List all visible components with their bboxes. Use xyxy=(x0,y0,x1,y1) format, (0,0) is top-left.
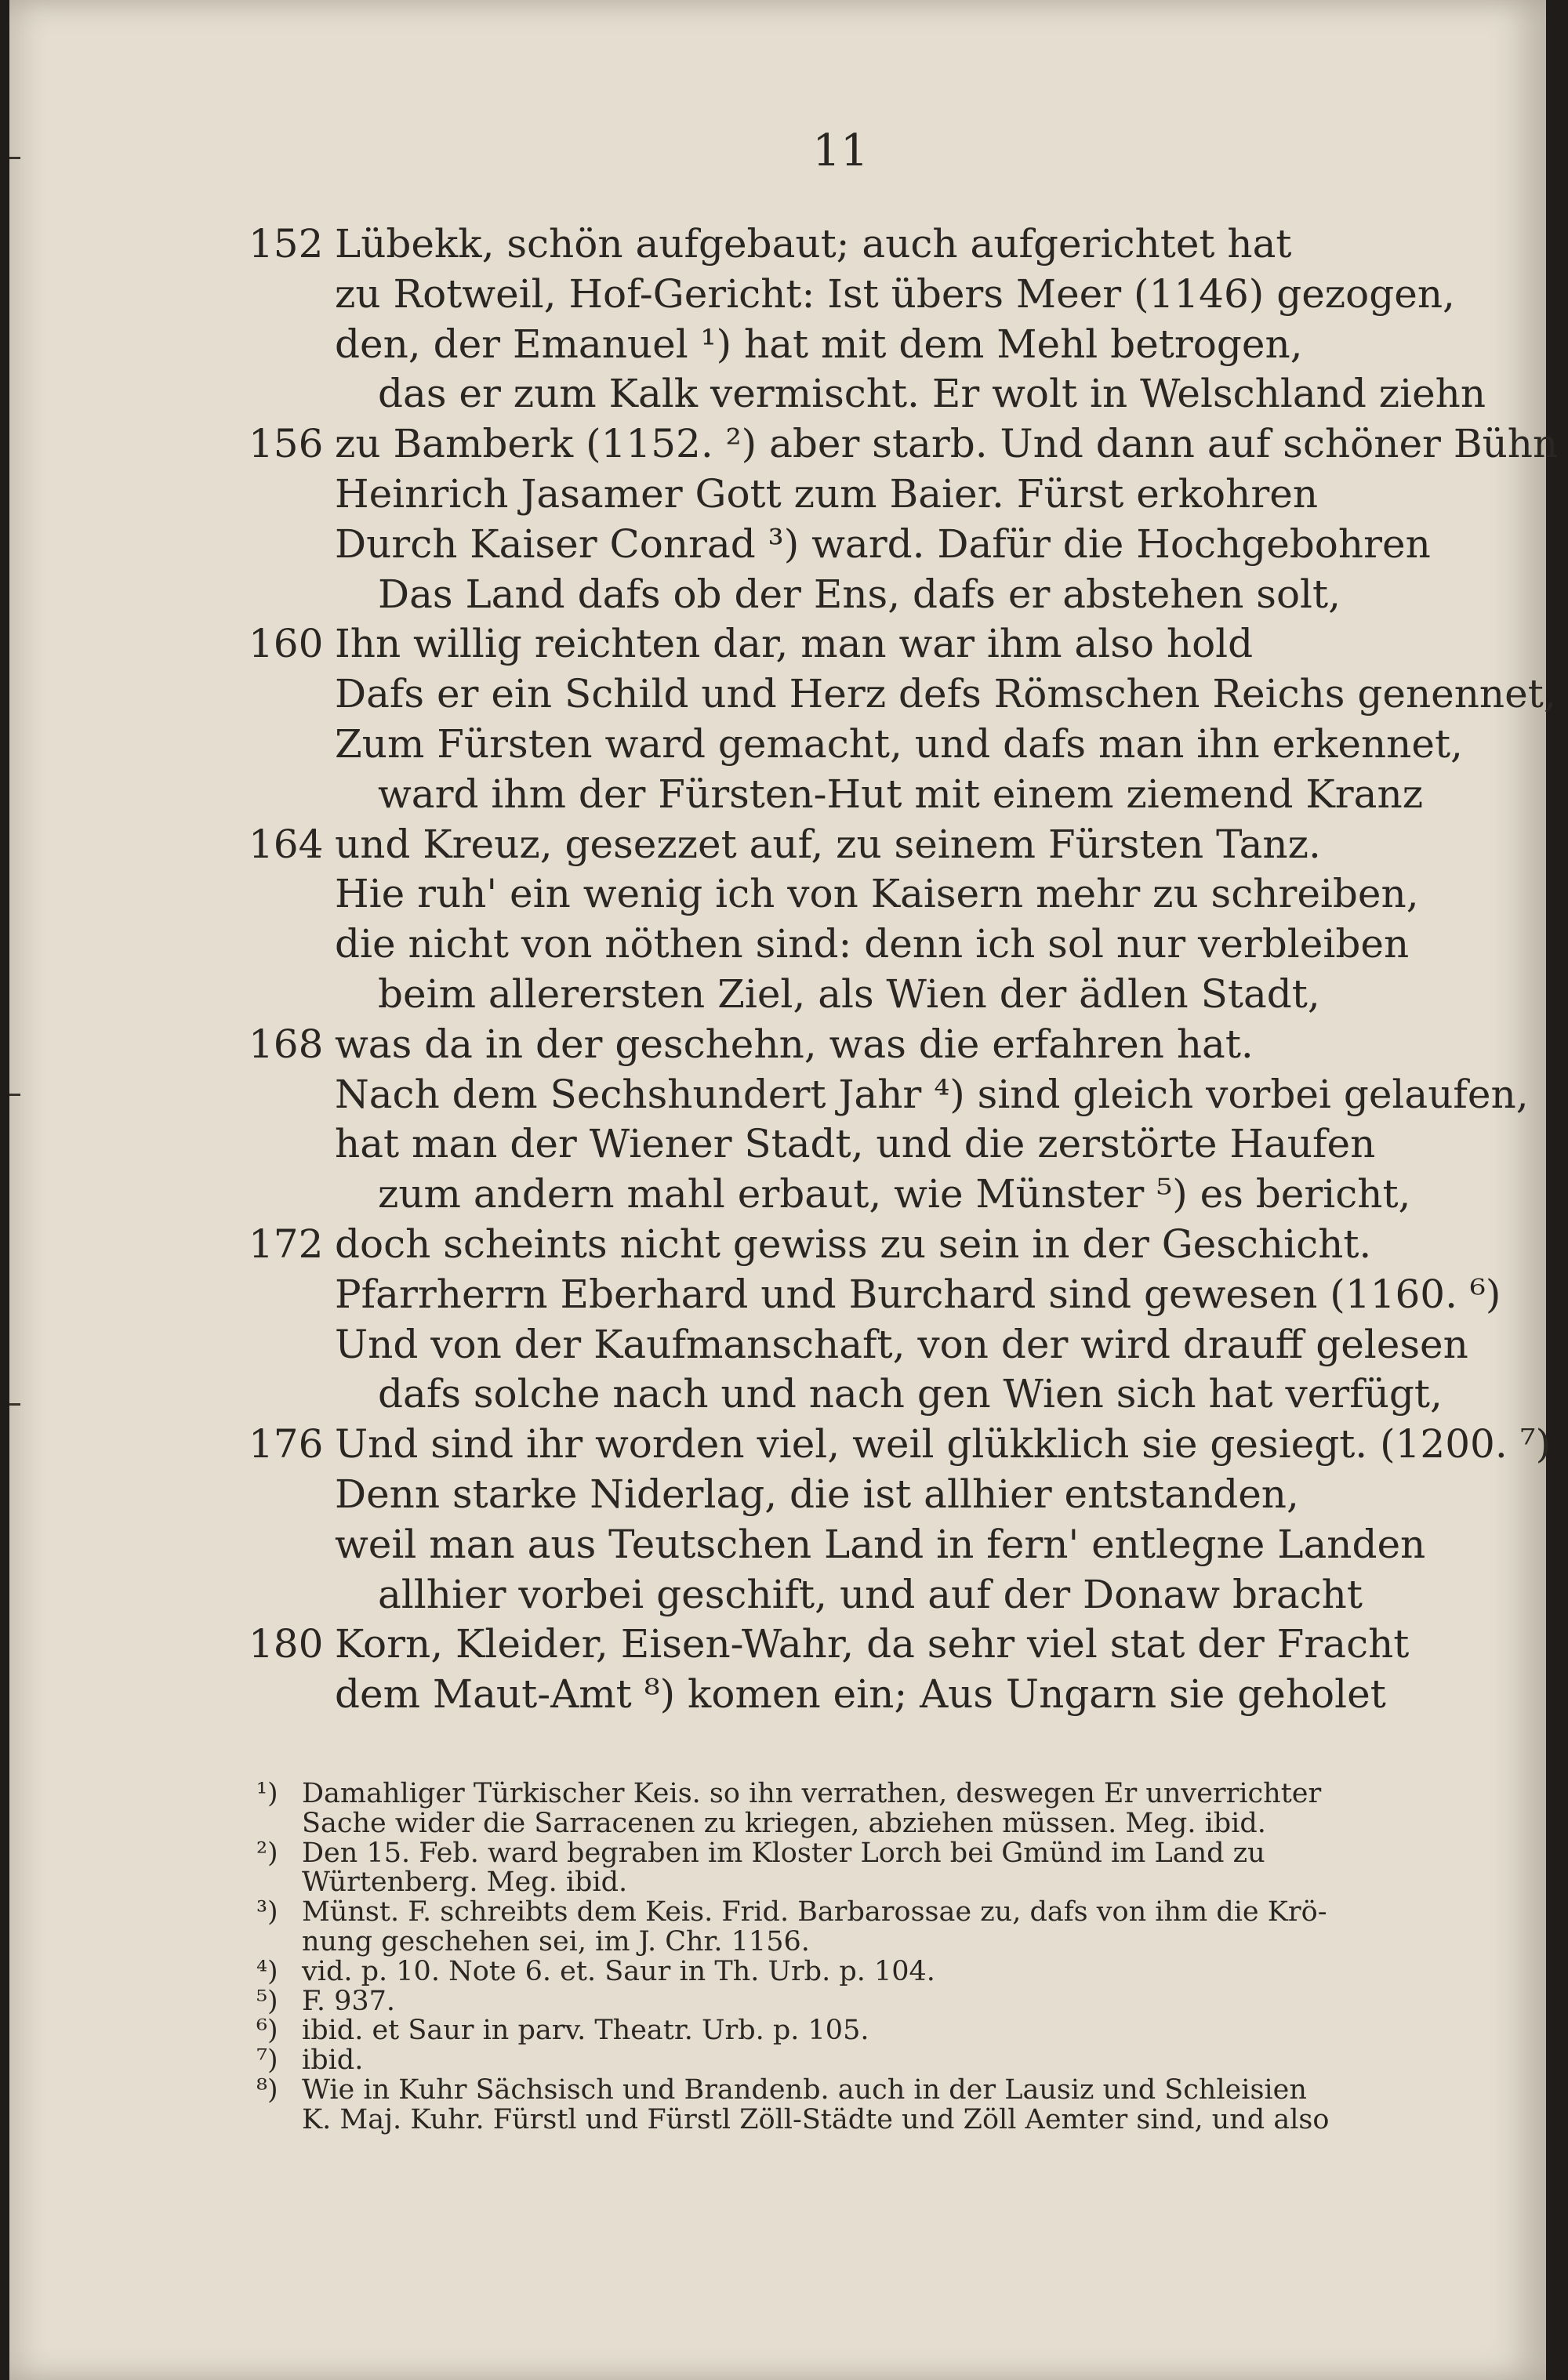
footnote-mark: ⁴) xyxy=(256,1955,278,1987)
verse-line xyxy=(249,970,1542,1020)
verse-text: Denn starke Niderlag, die ist allhier entstanden, xyxy=(335,1471,1299,1517)
verse-text: Dafs er ein Schild und Herz defs Römschen Reichs genennet, xyxy=(335,671,1556,717)
verse-line xyxy=(249,1570,1542,1620)
footnote xyxy=(256,1957,1432,1987)
verse-line xyxy=(249,320,1542,370)
verse-line xyxy=(249,1670,1542,1720)
footnote-text: K. Maj. Kuhr. Fürstl und Fürstl Zöll-Städte und Zöll Aemter sind, und also xyxy=(302,2103,1330,2135)
verse-line xyxy=(249,1520,1542,1570)
footnote xyxy=(256,2046,1432,2076)
verse-line xyxy=(249,920,1542,970)
line-number: 164 xyxy=(249,821,324,867)
verse-line xyxy=(249,520,1542,570)
line-number: 156 xyxy=(249,421,324,467)
footnote-mark: ³) xyxy=(256,1896,278,1928)
verse-text: was da in der geschehn, was die erfahren hat. xyxy=(335,1021,1254,1067)
verse-line xyxy=(249,570,1542,620)
verse-line xyxy=(249,669,1556,720)
verse-line xyxy=(249,1020,1542,1070)
footnote-mark: ¹) xyxy=(256,1778,278,1809)
verse-text: die nicht von nöthen sind: denn ich sol nur verbleiben xyxy=(335,921,1410,967)
verse-text: allhier vorbei geschift, und auf der Donaw bracht xyxy=(378,1571,1363,1617)
verse-text: Lübekk, schön aufgebaut; auch aufgerichtet hat xyxy=(335,221,1292,267)
verse-text: Und von der Kaufmanschaft, von der wird drauff gelesen xyxy=(335,1321,1468,1367)
footnote-mark: ⁵) xyxy=(256,1985,278,2017)
verse-text: zum andern mahl erbaut, wie Münster ⁵) es bericht, xyxy=(378,1171,1411,1217)
verse-text: den, der Emanuel ¹) hat mit dem Mehl betrogen, xyxy=(335,321,1303,367)
line-number: 172 xyxy=(249,1221,324,1267)
verse-line xyxy=(249,219,1542,270)
page-edge-mark xyxy=(9,1403,20,1406)
verse-line xyxy=(249,470,1542,520)
verse-line xyxy=(249,1119,1542,1170)
verse-line xyxy=(249,619,1542,669)
verse-text: und Kreuz, gesezzet auf, zu seinem Fürsten Tanz. xyxy=(335,821,1321,867)
verse-text: Heinrich Jasamer Gott zum Baier. Fürst erkohren xyxy=(335,470,1319,517)
verse-text: zu Rotweil, Hof-Gericht: Ist übers Meer (1146) gezogen, xyxy=(335,270,1455,317)
verse-line xyxy=(249,1370,1542,1420)
verse-line xyxy=(249,720,1542,770)
footnote-text: Münst. F. schreibts dem Keis. Frid. Barbarossae zu, dafs von ihm die Krö- xyxy=(302,1896,1327,1928)
line-number: 176 xyxy=(249,1421,324,1468)
verse-line xyxy=(249,419,1559,470)
verse-line xyxy=(249,1420,1552,1470)
verse-text: Zum Fürsten ward gemacht, und dafs man ihn erkennet, xyxy=(335,720,1463,767)
footnote-text: Würtenberg. Meg. ibid. xyxy=(302,1867,628,1899)
verse-text: Hie ruh' ein wenig ich von Kaisern mehr zu schreiben, xyxy=(335,871,1419,917)
verse-line xyxy=(249,770,1542,820)
verse-text: weil man aus Teutschen Land in fern' entlegne Landen xyxy=(335,1521,1426,1567)
verse-line xyxy=(249,1470,1542,1520)
page-edge-mark xyxy=(9,1094,20,1096)
footnote xyxy=(256,1898,1432,1957)
footnote-text: Damahliger Türkischer Keis. so ihn verrathen, deswegen Er unverrichter xyxy=(302,1778,1322,1809)
footnote-text: Den 15. Feb. ward begraben im Kloster Lorch bei Gmünd im Land zu xyxy=(302,1837,1265,1869)
verse-text: dafs solche nach und nach gen Wien sich hat verfügt, xyxy=(378,1371,1443,1417)
line-number: 168 xyxy=(249,1021,324,1067)
footnote-mark: ⁶) xyxy=(256,2015,278,2047)
footnote xyxy=(256,1780,1432,1839)
footnote-text: F. 937. xyxy=(302,1985,396,2017)
verse-text: Durch Kaiser Conrad ³) ward. Dafür die Hochgebohren xyxy=(335,521,1431,567)
book-page xyxy=(9,0,1559,2380)
verse-text: dem Maut-Amt ⁸) komen ein; Aus Ungarn sie geholet xyxy=(335,1671,1386,1718)
verse-line xyxy=(249,270,1542,320)
footnote-text: ibid. xyxy=(302,2044,364,2077)
footnote-mark: ⁸) xyxy=(256,2073,278,2106)
verse-line xyxy=(249,1220,1542,1270)
verse-line xyxy=(249,820,1542,870)
verse-block xyxy=(249,219,1559,1720)
footnote-text: Sache wider die Sarracenen zu kriegen, abziehen müssen. Meg. ibid. xyxy=(302,1807,1266,1839)
footnote xyxy=(256,1839,1432,1899)
verse-text: beim allerersten Ziel, als Wien der ädlen Stadt, xyxy=(378,971,1320,1017)
verse-text: Pfarrherrn Eberhard und Burchard sind gewesen (1160. ⁶) xyxy=(335,1271,1501,1317)
line-number: 152 xyxy=(249,221,324,267)
footnote-mark: ⁷) xyxy=(256,2044,278,2077)
line-number: 180 xyxy=(249,1621,324,1667)
verse-text: Und sind ihr worden viel, weil glükklich sie gesiegt. (1200. ⁷) xyxy=(335,1421,1552,1468)
verse-text: Das Land dafs ob der Ens, dafs er abstehen solt, xyxy=(378,571,1341,617)
verse-line xyxy=(249,369,1542,419)
verse-line xyxy=(249,1270,1542,1320)
verse-text: Korn, Kleider, Eisen-Wahr, da sehr viel stat der Fracht xyxy=(335,1621,1410,1667)
footnote-text: vid. p. 10. Note 6. et. Saur in Th. Urb. p. 104. xyxy=(302,1955,935,1987)
footnotes xyxy=(256,1780,1432,2135)
footnote xyxy=(256,1987,1432,2017)
verse-line xyxy=(249,1170,1542,1220)
verse-line xyxy=(249,1070,1542,1120)
verse-text: Ihn willig reichten dar, man war ihm also hold xyxy=(335,621,1254,667)
line-number: 160 xyxy=(249,621,324,667)
verse-text: Nach dem Sechshundert Jahr ⁴) sind gleich vorbei gelaufen, xyxy=(335,1071,1529,1117)
verse-line xyxy=(249,1620,1542,1670)
footnote-text: ibid. et Saur in parv. Theatr. Urb. p. 105. xyxy=(302,2015,869,2047)
page-number: 11 xyxy=(812,125,869,176)
verse-text: ward ihm der Fürsten-Hut mit einem ziemend Kranz xyxy=(378,771,1424,817)
footnote xyxy=(256,2016,1432,2046)
footnote-mark: ²) xyxy=(256,1837,278,1869)
verse-line xyxy=(249,1320,1542,1370)
verse-line xyxy=(249,869,1542,920)
verse-text: das er zum Kalk vermischt. Er wolt in Welschland ziehn xyxy=(378,371,1486,417)
verse-text: hat man der Wiener Stadt, und die zerstörte Haufen xyxy=(335,1121,1376,1167)
verse-text: zu Bamberk (1152. ²) aber starb. Und dann auf schöner Bühn xyxy=(335,421,1559,467)
footnote-text: nung geschehen sei, im J. Chr. 1156. xyxy=(302,1925,810,1957)
footnote-text: Wie in Kuhr Sächsisch und Brandenb. auch in der Lausiz und Schleisien xyxy=(302,2073,1307,2106)
footnote xyxy=(256,2073,1432,2135)
verse-text: doch scheints nicht gewiss zu sein in der Geschicht. xyxy=(335,1221,1372,1267)
